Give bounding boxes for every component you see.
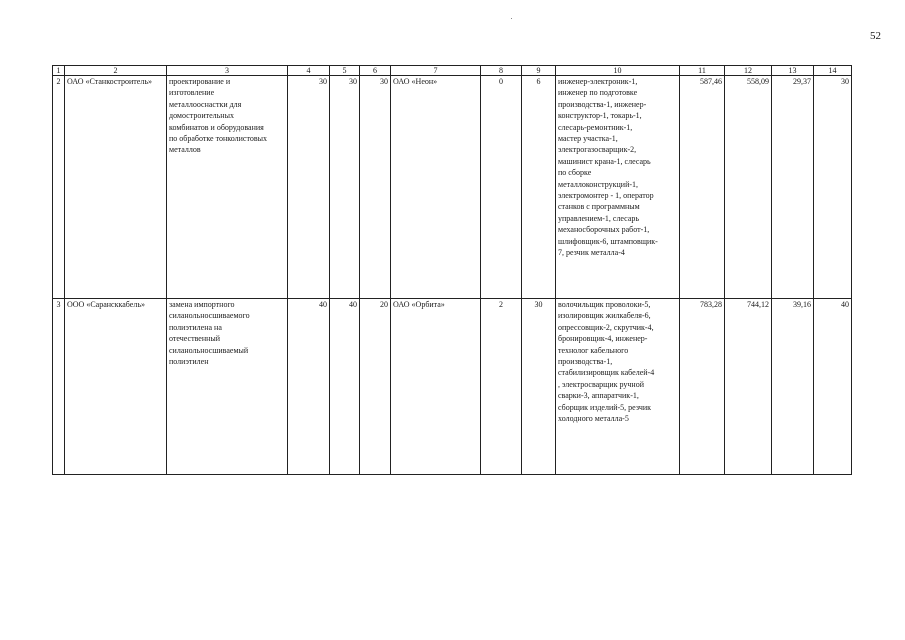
table-row [53, 76, 852, 299]
header-cell: 1 [53, 66, 65, 76]
jobs-line: изолировщик жилкабеля-6, [558, 311, 651, 321]
jobs-line: волочильщик проволоки-5, [558, 300, 651, 309]
value-cell-6: 30 [360, 76, 391, 299]
jobs-line: по сборке [558, 168, 592, 178]
header-cell: 9 [522, 66, 556, 76]
jobs-line: станков с программным [558, 202, 640, 212]
project-line: домостроительных [169, 111, 234, 121]
jobs-line: управлением-1, слесарь [558, 213, 640, 223]
value-cell-5: 40 [330, 299, 360, 475]
jobs-line: механосборочных работ-1, [558, 225, 650, 235]
jobs-line: инженер по подготовке [558, 88, 638, 98]
jobs-line: производства-1, инженер- [558, 99, 647, 109]
project-line: силанольносшиваемый [169, 345, 249, 355]
value-cell-11: 587,46 [680, 76, 725, 299]
data-table [52, 65, 852, 475]
jobs-line: электромонтер - 1, оператор [558, 191, 654, 201]
jobs-line: технолог кабельного [558, 345, 629, 355]
jobs-line: мастер участка-1, [558, 134, 618, 144]
value-cell-8: 2 [481, 299, 522, 475]
jobs-line: конструктор-1, токарь-1, [558, 111, 642, 121]
jobs-line: , электросварщик ручной [558, 379, 644, 389]
value-cell-9: 6 [522, 76, 556, 299]
partner-cell: ОАО «Орбита» [391, 299, 481, 475]
value-cell-4: 30 [288, 76, 330, 299]
header-cell: 14 [814, 66, 852, 76]
header-cell: 8 [481, 66, 522, 76]
header-cell: 13 [772, 66, 814, 76]
value-cell-12: 558,09 [725, 76, 772, 299]
value-cell-14: 30 [814, 76, 852, 299]
organization-cell: ОАО «Станкостроитель» [65, 76, 167, 299]
project-cell [167, 299, 288, 475]
row-number: 3 [53, 299, 65, 475]
project-line: по обработке тонколистовых [169, 134, 268, 144]
header-cell: 12 [725, 66, 772, 76]
scan-speck [511, 18, 512, 19]
value-cell-13: 29,37 [772, 76, 814, 299]
jobs-line: стабилизировщик кабелей-4 [558, 368, 655, 378]
project-line: комбинатов и оборудования [169, 122, 264, 132]
value-cell-9: 30 [522, 299, 556, 475]
header-cell: 5 [330, 66, 360, 76]
jobs-line: металлоконструкций-1, [558, 179, 639, 189]
project-line: металлооснастки для [169, 99, 242, 109]
value-cell-6: 20 [360, 299, 391, 475]
project-line: полиэтилена на [169, 322, 222, 332]
table-row [53, 299, 852, 475]
jobs-cell [556, 76, 680, 299]
jobs-line: шлифовщик-6, штамповщик- [558, 236, 658, 246]
header-cell: 3 [167, 66, 288, 76]
jobs-line: опрессовщик-2, скрутчик-4, [558, 322, 654, 332]
row-number: 2 [53, 76, 65, 299]
project-line: полиэтилен [169, 357, 209, 367]
value-cell-5: 30 [330, 76, 360, 299]
header-cell: 7 [391, 66, 481, 76]
project-line: отечественный [169, 334, 221, 344]
page-number: 52 [870, 30, 881, 42]
project-line: проектирование и [169, 77, 231, 86]
project-line: силанольносшиваемого [169, 311, 250, 321]
value-cell-12: 744,12 [725, 299, 772, 475]
jobs-line: сварки-3, аппаратчик-1, [558, 391, 639, 401]
jobs-line: 7, резчик металла-4 [558, 248, 625, 258]
header-cell: 6 [360, 66, 391, 76]
partner-cell: ОАО «Неон» [391, 76, 481, 299]
jobs-line: производства-1, [558, 357, 613, 367]
header-cell: 10 [556, 66, 680, 76]
jobs-line: сборщик изделий-5, резчик [558, 402, 652, 412]
jobs-line: слесарь-ремонтник-1, [558, 122, 633, 132]
jobs-line: машинист крана-1, слесарь [558, 156, 651, 166]
project-line: изготовление [169, 88, 215, 98]
project-cell [167, 76, 288, 299]
jobs-line: электрогазосварщик-2, [558, 145, 637, 155]
header-cell: 11 [680, 66, 725, 76]
value-cell-11: 783,28 [680, 299, 725, 475]
value-cell-8: 0 [481, 76, 522, 299]
header-cell: 2 [65, 66, 167, 76]
jobs-line: бронировщик-4, инженер- [558, 334, 648, 344]
jobs-line: инженер-электроник-1, [558, 77, 638, 86]
jobs-cell [556, 299, 680, 475]
jobs-line: холодного металла-5 [558, 414, 629, 424]
organization-cell: ООО «Сарансккабель» [65, 299, 167, 475]
value-cell-13: 39,16 [772, 299, 814, 475]
header-row [53, 66, 852, 76]
project-line: замена импортного [169, 300, 235, 309]
project-line: металлов [169, 145, 201, 155]
value-cell-14: 40 [814, 299, 852, 475]
value-cell-4: 40 [288, 299, 330, 475]
header-cell: 4 [288, 66, 330, 76]
